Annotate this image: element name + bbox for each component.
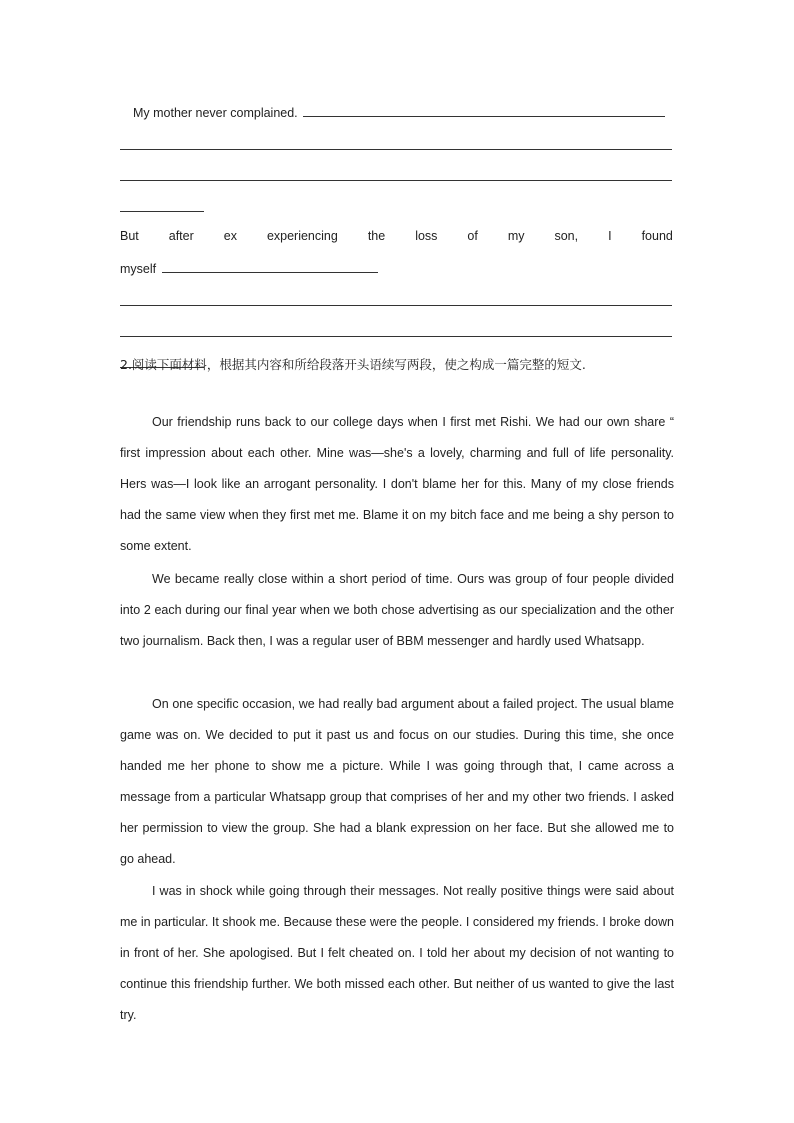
prompt-2: [120, 229, 673, 243]
prompt-word: experiencing: [266, 229, 338, 243]
prompt-1-text: My mother never complained.: [133, 106, 298, 120]
prompt-2-cont-text: myself: [120, 262, 157, 276]
prompt-word: loss: [415, 229, 438, 243]
prompt-word: of: [467, 229, 478, 243]
passage-paragraph: On one specific occasion, we had really bad argument about a failed project. The usual blame game was on. We decided to put it past us and focus on our studies. During this time, she once handed me her phone to show me a picture. While I was going through that, I came across a message from a particular Whatsapp group that comprises of her and my other two friends. I asked her permission to view the group. She had a blank expression on her face. But she allowed me to go ahead.: [120, 697, 674, 867]
prompt-word: son,: [554, 229, 579, 243]
answer-line-short[interactable]: [120, 211, 204, 212]
passage-paragraph: Our friendship runs back to our college days when I first met Rishi. We had our own share “ first impression about each other. Mine was—she's a lovely, charming and full of life personality. Hers was—I look like an arrogant personality. I don't blame her for this. Many of my close friends had the same view when they first met me. Blame it on my bitch face and me being a shy person to some extent.: [120, 415, 674, 554]
answer-blank[interactable]: [303, 104, 665, 117]
prompt-word: the: [367, 229, 386, 243]
prompt-1: [133, 104, 665, 120]
prompt-word: But: [120, 229, 139, 243]
answer-line[interactable]: [120, 305, 672, 306]
prompt-word: found: [641, 229, 673, 243]
prompt-word: ex: [223, 229, 237, 243]
answer-line[interactable]: [120, 180, 672, 181]
prompt-word: my: [507, 229, 525, 243]
prompt-2-continuation: [120, 260, 378, 276]
answer-line[interactable]: [120, 149, 672, 150]
passage-paragraph: We became really close within a short period of time. Ours was group of four people divided into 2 each during our final year when we both chose advertising as our specialization and the other two journalism. Back then, I was a regular user of BBM messenger and hardly used Whatsapp.: [120, 572, 674, 649]
question-heading: 2.阅读下面材料，根据其内容和所给段落开头语续写两段，使之构成一篇完整的短文.: [120, 357, 586, 372]
prompt-word: I: [608, 229, 612, 243]
passage-paragraph: I was in shock while going through their messages. Not really positive things were said about me in particular. It shook me. Because these were the people. I considered my friends. I broke down in front of her. She apologised. But I felt cheated on. I told her about my decision of not wanting to continue this friendship further. We both missed each other. But neither of us wanted to give the last try.: [120, 884, 674, 1023]
answer-blank[interactable]: [162, 260, 378, 273]
answer-line[interactable]: [120, 336, 672, 337]
prompt-word: after: [168, 229, 194, 243]
